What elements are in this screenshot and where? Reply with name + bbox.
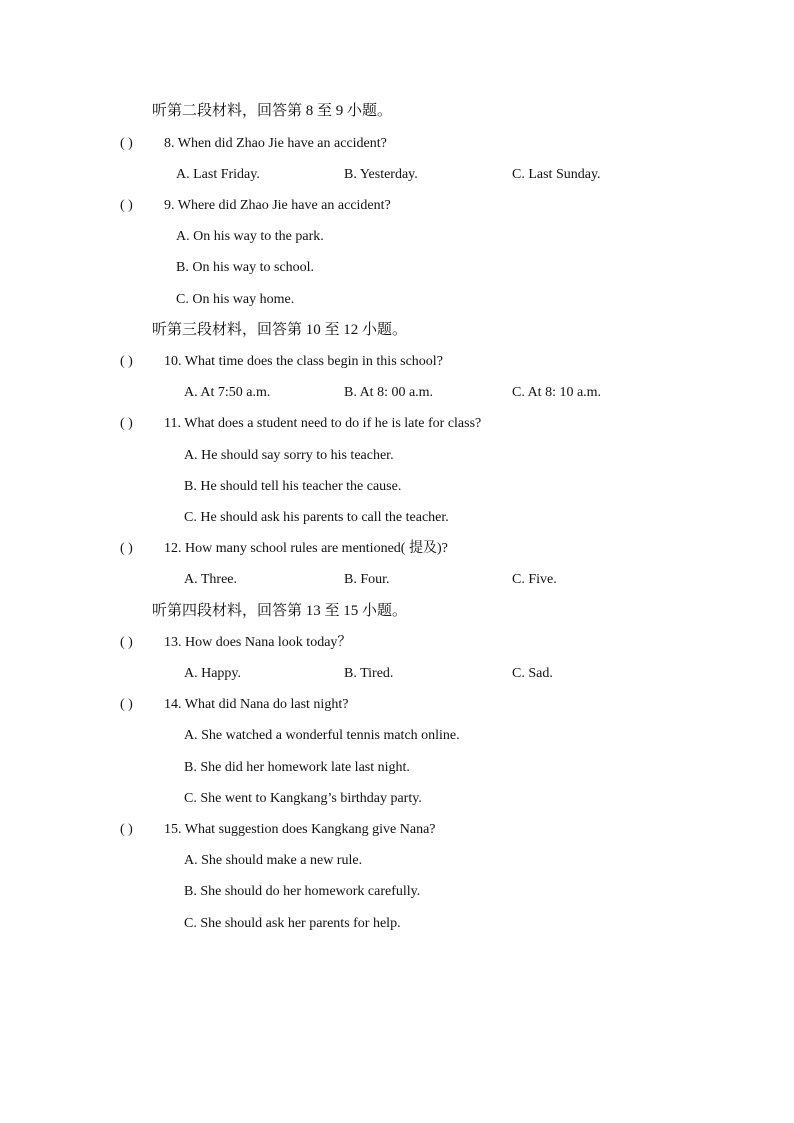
answer-bracket[interactable]: ( )	[120, 822, 133, 837]
answer-bracket[interactable]: ( )	[120, 635, 133, 650]
section-heading: 听第三段材料，回答第 10 至 12 小题。	[152, 322, 408, 338]
option-c: C. Five.	[512, 572, 557, 587]
question-text: 13. How does Nana look today？	[164, 635, 352, 650]
option-a: A. Happy.	[184, 666, 242, 681]
answer-bracket[interactable]: ( )	[120, 198, 133, 213]
option-c: C. Last Sunday.	[512, 167, 601, 182]
question-text: 12. How many school rules are mentioned( 提及)?	[164, 541, 448, 556]
option-b: B. She should do her homework carefully.	[184, 884, 421, 899]
option-b: B. Yesterday.	[344, 167, 418, 182]
question-text: 15. What suggestion does Kangkang give Nana?	[164, 822, 436, 837]
option-c: C. She went to Kangkang’s birthday party.	[184, 791, 422, 806]
option-b: B. Four.	[344, 572, 390, 587]
question-text: 14. What did Nana do last night?	[164, 697, 349, 712]
option-c: C. Sad.	[512, 666, 553, 681]
option-c: C. She should ask her parents for help.	[184, 916, 401, 931]
answer-bracket[interactable]: ( )	[120, 541, 133, 556]
question-text: 9. Where did Zhao Jie have an accident?	[164, 198, 391, 213]
option-a: A. She watched a wonderful tennis match online.	[184, 728, 460, 743]
section-heading: 听第二段材料，回答第 8 至 9 小题。	[152, 103, 393, 119]
answer-bracket[interactable]: ( )	[120, 416, 133, 431]
option-a: A. Three.	[184, 572, 237, 587]
option-a: A. He should say sorry to his teacher.	[184, 448, 394, 463]
option-b: B. Tired.	[344, 666, 394, 681]
option-b: B. He should tell his teacher the cause.	[184, 479, 402, 494]
option-b: B. On his way to school.	[176, 260, 315, 275]
option-a: A. She should make a new rule.	[184, 853, 363, 868]
question-text: 10. What time does the class begin in this school?	[164, 354, 443, 369]
option-c: C. On his way home.	[176, 292, 295, 307]
section-heading: 听第四段材料，回答第 13 至 15 小题。	[152, 603, 408, 619]
option-a: A. On his way to the park.	[176, 229, 324, 244]
option-b: B. At 8: 00 a.m.	[344, 385, 434, 400]
answer-bracket[interactable]: ( )	[120, 354, 133, 369]
option-b: B. She did her homework late last night.	[184, 760, 410, 775]
question-text: 11. What does a student need to do if he is late for class?	[164, 416, 482, 431]
answer-bracket[interactable]: ( )	[120, 136, 133, 151]
answer-bracket[interactable]: ( )	[120, 697, 133, 712]
option-c: C. He should ask his parents to call the teacher.	[184, 510, 449, 525]
question-text: 8. When did Zhao Jie have an accident?	[164, 136, 387, 151]
option-a: A. At 7:50 a.m.	[184, 385, 271, 400]
option-a: A. Last Friday.	[176, 167, 260, 182]
option-c: C. At 8: 10 a.m.	[512, 385, 602, 400]
